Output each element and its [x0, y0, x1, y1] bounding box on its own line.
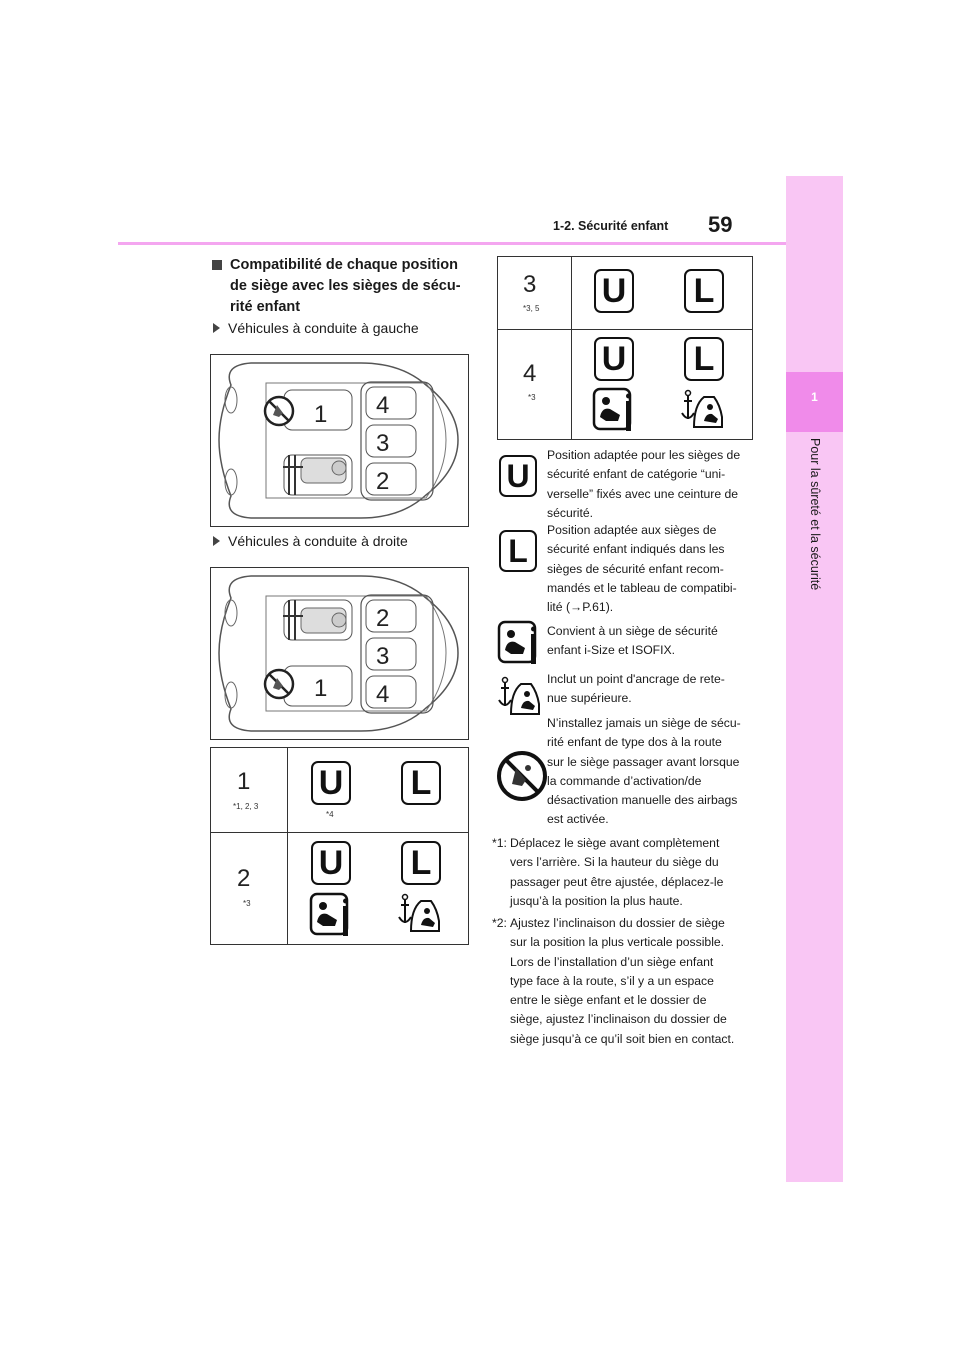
side-tab-label-text: Pour la sûreté et la sécurité [808, 438, 822, 591]
compat-table-right [497, 256, 753, 440]
car-top-view-lhd [211, 355, 468, 526]
legend-line: sécurité enfant de catégorie “uni- [547, 467, 726, 482]
legend-line: enfant i-Size et ISOFIX. [547, 643, 676, 658]
legend-isize-text [547, 622, 718, 661]
seat-label: 3 [376, 643, 390, 670]
footnote-label: *2: [492, 916, 507, 930]
universal-badge: U [311, 761, 351, 805]
legend-line: sécurité. [547, 505, 594, 520]
footnote-line: passager peut être ajustée, déplacez-le [510, 874, 724, 889]
seat-label: 2 [376, 468, 390, 495]
legend-line: Position adaptée aux sièges de [547, 523, 717, 537]
diagram-rhd [210, 567, 469, 740]
legend-line: lité (→P.61). [547, 600, 614, 615]
seat-label: 1 [314, 675, 328, 702]
table-seat-note: *3 [528, 393, 536, 402]
l-badge: L [401, 761, 441, 805]
seat-label: 3 [376, 430, 390, 457]
legend-l-icon: L [499, 530, 537, 572]
legend-line: Inclut un point d'ancrage de rete- [547, 672, 725, 686]
legend-anchor-icon [497, 674, 545, 725]
bullet-rhd-text: Véhicules à conduite à droite [228, 533, 408, 549]
legend-no-text [547, 714, 741, 830]
legend-line: sur le siège passager avant lorsque [547, 754, 740, 769]
section-heading [212, 255, 467, 318]
anchor-seat-icon [680, 387, 728, 438]
side-tab [786, 176, 843, 1182]
l-badge: L [684, 269, 724, 313]
footnote-line: jusqu’à la position la plus haute. [510, 893, 683, 908]
seat-label: 4 [376, 392, 390, 419]
legend-line: la commande d’activation/de [547, 773, 702, 788]
bullet-lhd [213, 320, 419, 336]
isize-icon [592, 387, 636, 438]
triangle-bullet-icon [213, 536, 220, 546]
header-rule [118, 242, 786, 245]
legend-line: sécurité enfant indiqués dans les [547, 542, 725, 557]
footnote-line: Lors de l’installation d’un siège enfant [510, 954, 714, 969]
footnote-1 [492, 834, 762, 911]
legend-line: Position adaptée pour les sièges de [547, 448, 741, 462]
legend-line: verselle” fixés avec une ceinture de [547, 486, 739, 501]
table-seat-number: 3 [523, 271, 537, 298]
table-seat-note: *1, 2, 3 [233, 802, 259, 811]
universal-badge: U [594, 269, 634, 313]
l-badge: L [401, 841, 441, 885]
legend-line: nue supérieure. [547, 691, 632, 706]
universal-badge: U [594, 337, 634, 381]
legend-line: N’installez jamais un siège de sécu- [547, 716, 741, 730]
legend-u-text [547, 446, 740, 523]
side-tab-label [786, 438, 843, 618]
legend-line: désactivation manuelle des airbags [547, 793, 738, 808]
l-badge: L [684, 337, 724, 381]
badge-note: *4 [326, 810, 334, 819]
legend-line: Convient à un siège de sécurité [547, 624, 718, 638]
table-seat-number: 4 [523, 360, 537, 387]
footnote-2 [492, 914, 762, 1049]
section-title: 1-2. Sécurité enfant [553, 219, 669, 233]
seat-label: 2 [376, 605, 390, 632]
heading-text: Compatibilité de chaque position de siège avec les sièges de sécu- rité enfant [230, 257, 461, 315]
footnote-line: siège jusqu’à ce qu’il soit bien en contact. [510, 1031, 735, 1046]
table-seat-note: *3, 5 [523, 304, 540, 313]
legend-u-icon: U [499, 455, 537, 497]
anchor-seat-icon [397, 891, 445, 942]
footnote-line: entre le siège enfant et le dossier de [510, 993, 707, 1008]
universal-badge: U [311, 841, 351, 885]
page-number: 59 [708, 212, 733, 237]
footnote-line: siège, ajustez l’inclinaison du dossier de [510, 1012, 727, 1027]
compat-table-left [210, 747, 469, 945]
table-seat-number: 1 [237, 768, 251, 795]
footnote-label: *1: [492, 836, 507, 850]
footnote-line: type face à la route, s’il y a un espace [510, 973, 714, 988]
bullet-lhd-text: Véhicules à conduite à gauche [228, 320, 419, 336]
no-rear-facing-seat-icon [496, 750, 548, 807]
seat-label: 4 [376, 681, 390, 708]
table-seat-number: 2 [237, 865, 251, 892]
legend-isize-icon [497, 620, 541, 671]
legend-line: rité enfant de type dos à la route [547, 735, 722, 750]
isize-icon [309, 892, 353, 943]
footnote-line: Déplacez le siège avant complètement [510, 836, 720, 850]
legend-line: est activée. [547, 812, 609, 827]
table-seat-note: *3 [243, 899, 251, 908]
seat-label: 1 [314, 401, 328, 428]
triangle-bullet-icon [213, 323, 220, 333]
footnote-line: sur la position la plus verticale possible. [510, 935, 725, 950]
diagram-lhd [210, 354, 469, 527]
legend-line: sièges de sécurité enfant recom- [547, 561, 724, 576]
side-tab-number: 1 [811, 390, 818, 404]
footnote-line: vers l’arrière. Si la hauteur du siège du [510, 855, 719, 870]
footnote-line: Ajustez l’inclinaison du dossier de siège [510, 916, 725, 930]
car-top-view-rhd [211, 568, 468, 739]
legend-l-text [547, 521, 737, 617]
legend-anchor-text [547, 670, 725, 709]
legend-line: mandés et le tableau de compatibi- [547, 580, 737, 595]
bullet-rhd [213, 533, 408, 549]
heading-square-icon [212, 260, 222, 270]
